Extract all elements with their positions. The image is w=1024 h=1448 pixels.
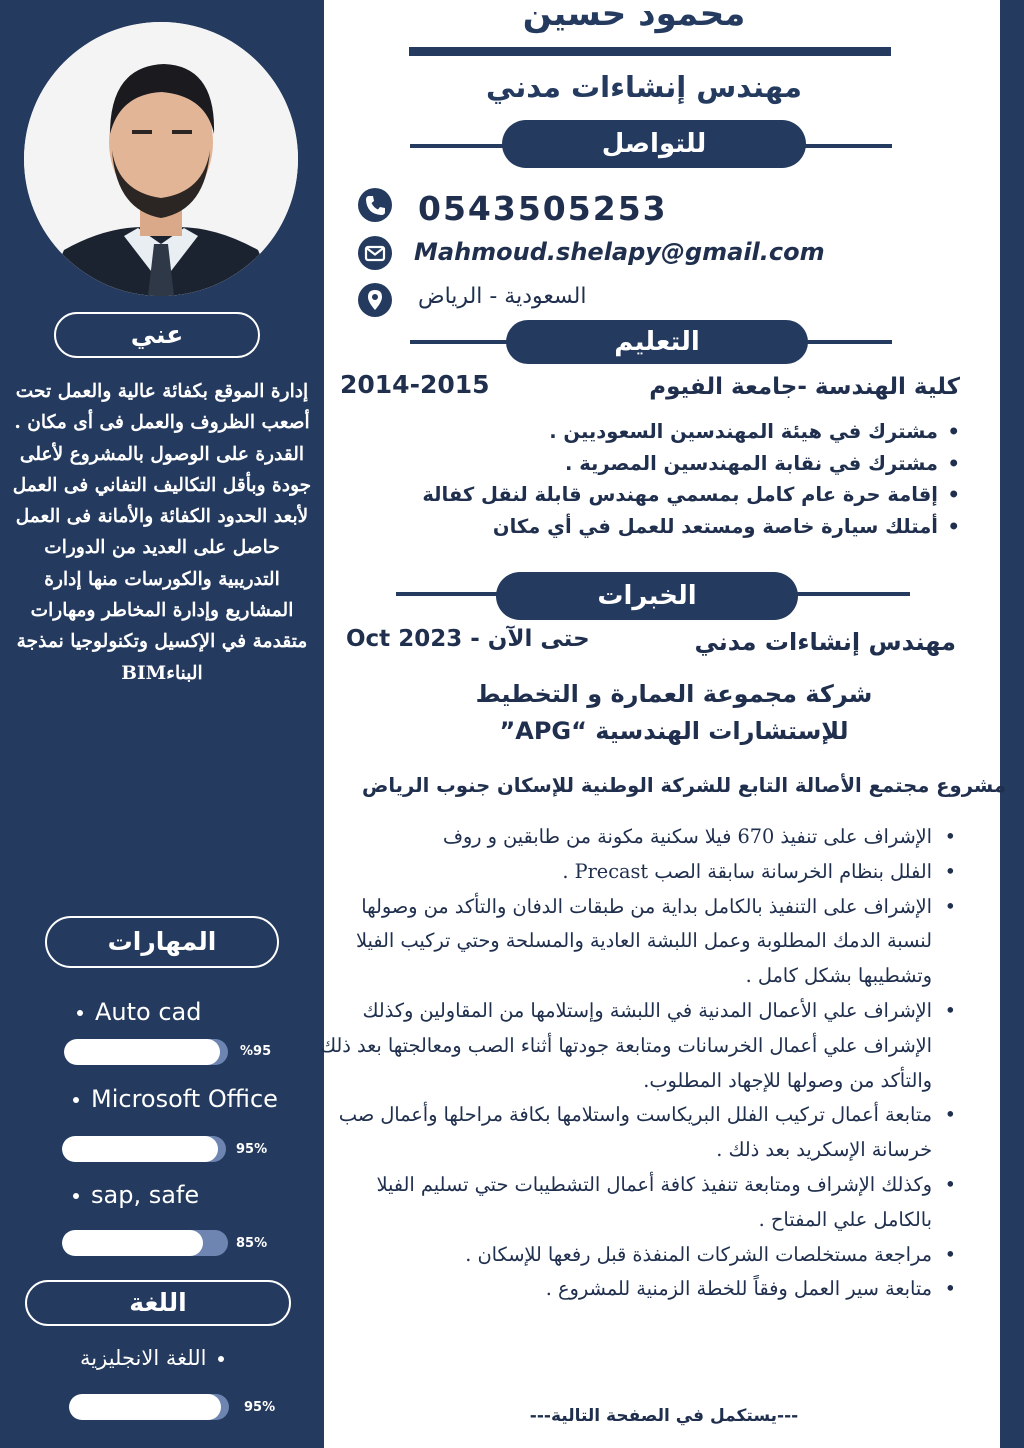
skill-percent: %95 xyxy=(240,1044,272,1059)
education-years: 2014-2015 xyxy=(340,370,490,399)
language-bar-fill xyxy=(69,1394,221,1420)
phone-icon xyxy=(358,188,392,222)
profile-photo-illustration xyxy=(24,22,298,296)
sidebar xyxy=(0,0,324,1448)
about-heading: عني xyxy=(54,312,260,358)
skill-bar xyxy=(62,1136,226,1162)
phone-number: 0543505253 xyxy=(418,189,668,228)
email-icon xyxy=(358,236,392,270)
name-divider xyxy=(409,47,891,56)
list-item: • الإشراف على تنفيذ 670 فيلا سكنية مكونة من طابقين و روف xyxy=(316,820,956,855)
skill-bar-fill xyxy=(62,1230,203,1256)
duties-list xyxy=(316,820,956,1307)
list-item: • الفلل بنظام الخرسانة سابقة الصب Precast . xyxy=(316,855,956,890)
language-heading: اللغة xyxy=(25,1280,291,1326)
skill-name: Auto cad xyxy=(95,998,202,1026)
list-item: • وكذلك الإشراف ومتابعة تنفيذ كافة أعمال التشطيبات حتي تسليم الفيلا بالكامل علي المفتاح . xyxy=(316,1168,956,1238)
skill-item xyxy=(73,1085,278,1113)
language-bar xyxy=(69,1394,229,1420)
company-line: شركة مجموعة العمارة و التخطيط xyxy=(475,680,873,708)
language-item xyxy=(80,1346,224,1370)
company-line: للإستشارات الهندسية “APG” xyxy=(499,717,849,745)
skill-bar-fill xyxy=(64,1039,220,1065)
person-name: محمود حسين xyxy=(522,0,746,34)
experience-heading: الخبرات xyxy=(496,572,798,620)
skill-bar xyxy=(62,1230,228,1256)
email-address: Mahmoud.shelapy@gmail.com xyxy=(414,238,825,266)
list-item: • مراجعة مستخلصات الشركات المنفذة قبل رفعها للإسكان . xyxy=(316,1238,956,1273)
location-icon xyxy=(358,283,392,317)
experience-company xyxy=(424,676,924,750)
list-item: • أمتلك سيارة خاصة ومستعد للعمل في أي مكان xyxy=(422,511,960,543)
experience-job-title: مهندس إنشاءات مدني xyxy=(694,628,956,656)
list-item: • الإشراف علي الأعمال المدنية في اللبشة وإستلامها من المقاولين وكذلك الإشراف علي أعمال الخرسانات ومتابعة جودتها أثناء الصب ومعالجتها بعد ذلك والتأكد من وصولها للإجهاد المطلوب. xyxy=(316,994,956,1098)
skills-heading: المهارات xyxy=(45,916,279,968)
skill-name: Microsoft Office xyxy=(91,1085,278,1113)
contact-heading: للتواصل xyxy=(502,120,806,168)
experience-period: Oct 2023 - حتى الآن xyxy=(346,626,590,652)
list-item: • إقامة حرة عام كامل بمسمي مهندس قابلة لنقل كفالة xyxy=(422,479,960,511)
bullet-dot xyxy=(77,1010,83,1016)
skill-bar xyxy=(64,1039,228,1065)
bullet-dot xyxy=(218,1356,224,1362)
education-list xyxy=(422,416,960,542)
language-name: اللغة الانجليزية xyxy=(80,1346,207,1370)
skill-name: sap, safe xyxy=(91,1181,200,1209)
skill-percent: 95% xyxy=(236,1142,268,1157)
job-title: مهندس إنشاءات مدني xyxy=(486,70,802,104)
list-item: • مشترك في هيئة المهندسين السعوديين . xyxy=(422,416,960,448)
list-item: • مشترك في نقابة المهندسين المصرية . xyxy=(422,448,960,480)
skill-percent: 85% xyxy=(236,1236,268,1251)
about-text: إدارة الموقع بكفائة عالية والعمل تحت أصعب الظروف والعمل فى أى مكان . القدرة على الوصول بالمشروع لأعلى جودة وبأقل التكاليف التفاني فى العمل لأبعد الحدود الكفائة والأمانة فى العمل حاصل على العديد من الدورات التدريبية والكورسات منها إدارة المشاريع وإدارة المخاطر ومهارات متقدمة في الإكسيل وتكنولوجيا نمذجة البناءBIM xyxy=(12,381,312,684)
education-school: كلية الهندسة -جامعة الفيوم xyxy=(649,374,960,400)
location-text: السعودية - الرياض xyxy=(418,284,587,309)
profile-photo xyxy=(24,22,298,296)
bullet-dot xyxy=(73,1193,79,1199)
main-content xyxy=(320,0,1006,1448)
education-heading: التعليم xyxy=(506,320,808,364)
language-percent: 95% xyxy=(244,1400,276,1415)
list-item: • متابعة سير العمل وفقاً للخطة الزمنية للمشروع . xyxy=(316,1272,956,1307)
list-item: • متابعة أعمال تركيب الفلل البريكاست واستلامها بكافة مراحلها وأعمال صب خرسانة الإسكريد بعد ذلك . xyxy=(316,1098,956,1168)
skill-item xyxy=(77,998,202,1026)
continued-note: ---يستكمل في الصفحة التالية--- xyxy=(529,1406,799,1426)
bullet-dot xyxy=(73,1097,79,1103)
list-item: • الإشراف على التنفيذ بالكامل بداية من طبقات الدفان والتأكد من وصولها لنسبة الدمك المطلوبة وعمل اللبشة العادية والمسلحة وحتي تركيب الفيلا وتشطيبها بشكل كامل . xyxy=(316,890,956,994)
experience-project: مشروع مجتمع الأصالة التابع للشركة الوطنية للإسكان جنوب الرياض xyxy=(361,774,1006,797)
skill-item xyxy=(73,1181,199,1209)
skill-bar-fill xyxy=(62,1136,218,1162)
